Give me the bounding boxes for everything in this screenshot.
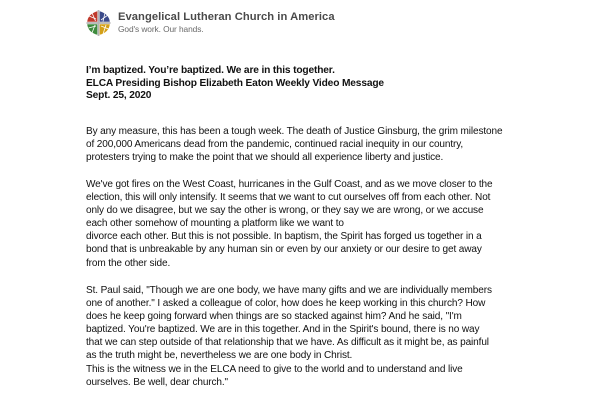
message-title: I’m baptized. You’re baptized. We are in this together. <box>86 65 335 76</box>
text-line: election, this will only intensify. It seems that we want to cut ourselves off from each other. Not <box>86 192 491 204</box>
text-line: each other somehow of mounting a platform like we want to <box>86 218 344 230</box>
paragraph-1 <box>86 125 506 164</box>
text-line: of 200,000 Americans dead from the pandemic, continued racial inequity in our country, <box>86 139 464 151</box>
text-line: one of another." I asked a colleague of color, how does he keep working in this church? How <box>86 298 486 310</box>
org-tagline: God's work. Our hands. <box>118 24 204 34</box>
text-line: from the other side. <box>86 257 171 269</box>
org-name: Evangelical Lutheran Church in America <box>118 11 335 23</box>
text-line: as the truth might be, nevertheless we are one body in Christ. <box>86 350 353 362</box>
text-line: We've got fires on the West Coast, hurricanes in the Gulf Coast, and as we move closer to the <box>86 179 493 190</box>
text-line: protesters trying to make the point that we should all experience liberty and justice. <box>86 152 444 164</box>
elca-logo <box>86 9 335 37</box>
text-line: only do we disagree, but we say the other is wrong, or they say we are wrong, or we accuse <box>86 205 484 217</box>
document-header <box>86 65 384 103</box>
text-line: St. Paul said, "Though we are one body, we have many gifts and we are individually members <box>86 285 492 296</box>
text-line: divorce each other. But this is not possible. In baptism, the Spirit has forged us together in a <box>86 231 482 243</box>
text-line: does he keep going forward when things are so stacked against him? And he said, "I'm <box>86 311 462 323</box>
paragraph-4 <box>86 363 506 389</box>
message-date: Sept. 25, 2020 <box>86 90 152 102</box>
paragraph-2 <box>86 178 506 270</box>
elca-cross-globe-icon <box>86 9 111 37</box>
text-line: baptized. You're baptized. We are in this together. And in the Spirit's bound, there is no way <box>86 324 480 336</box>
text-line: This is the witness we in the ELCA need to give to the world and to understand and live <box>86 364 463 375</box>
message-subtitle: ELCA Presiding Bishop Elizabeth Eaton Weekly Video Message <box>86 77 384 89</box>
text-line: ourselves. Be well, dear church." <box>86 377 229 389</box>
text-line: By any measure, this has been a tough week. The death of Justice Ginsburg, the grim milestone <box>86 126 503 137</box>
text-line: bond that is unbreakable by any human sin or even by our anxiety or our desire to get away <box>86 244 482 256</box>
paragraph-3 <box>86 284 506 363</box>
text-line: that we can step outside of that relationship that we have. As difficult as it might be, as painful <box>86 337 489 349</box>
